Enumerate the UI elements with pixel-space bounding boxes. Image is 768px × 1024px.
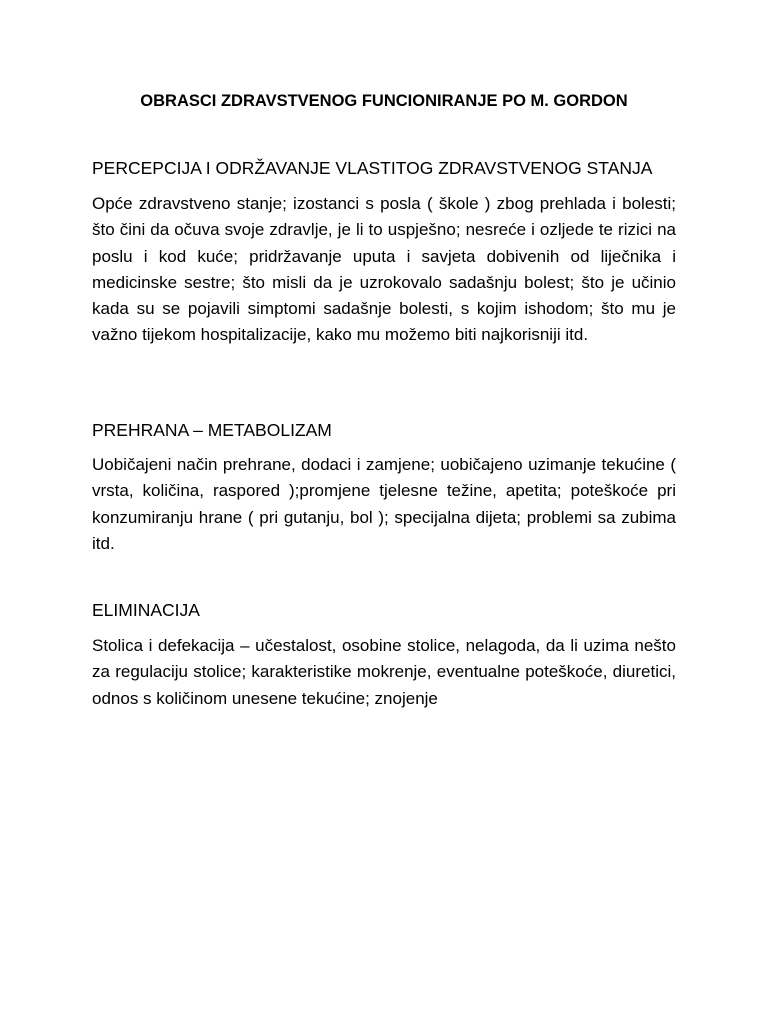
section-body-eliminacija: Stolica i defekacija – učestalost, osobine stolice, nelagoda, da li uzima nešto za regulaciju stolice; karakteristike mokrenje, eventualne poteškoće, diuretici, odnos s količinom unesene tekućine; znojenje [92,636,676,708]
section-heading-percepcija: PERCEPCIJA I ODRŽAVANJE VLASTITOG ZDRAVSTVENOG STANJA [92,158,653,178]
section-heading-prehrana: PREHRANA – METABOLIZAM [92,420,332,440]
section-heading-eliminacija: ELIMINACIJA [92,600,200,620]
section-body-percepcija: Opće zdravstveno stanje; izostanci s posla ( škole ) zbog prehlada i bolesti; što čini da očuva svoje zdravlje, je li to uspješno; nesreće i ozljede te rizici na poslu i kod kuće; pridržavanje uputa i savjeta dobivenih od liječnika i medicinske sestre; što misli da je uzrokovalo sadašnju bolest; što je učinio kada su se pojavili simptomi sadašnje bolesti, s kojim ishodom; što mu je važno tijekom hospitalizacije, kako mu možemo biti najkorisniji itd. [92,194,676,345]
document-title: OBRASCI ZDRAVSTVENOG FUNCIONIRANJE PO M. GORDON [140,92,628,110]
section-body-prehrana: Uobičajeni način prehrane, dodaci i zamjene; uobičajeno uzimanje tekućine ( vrsta, količina, raspored );promjene tjelesne težine, apetita; poteškoće pri konzumiranju hrane ( pri gutanju, bol ); specijalna dijeta; problemi sa zubima itd. [92,455,676,553]
